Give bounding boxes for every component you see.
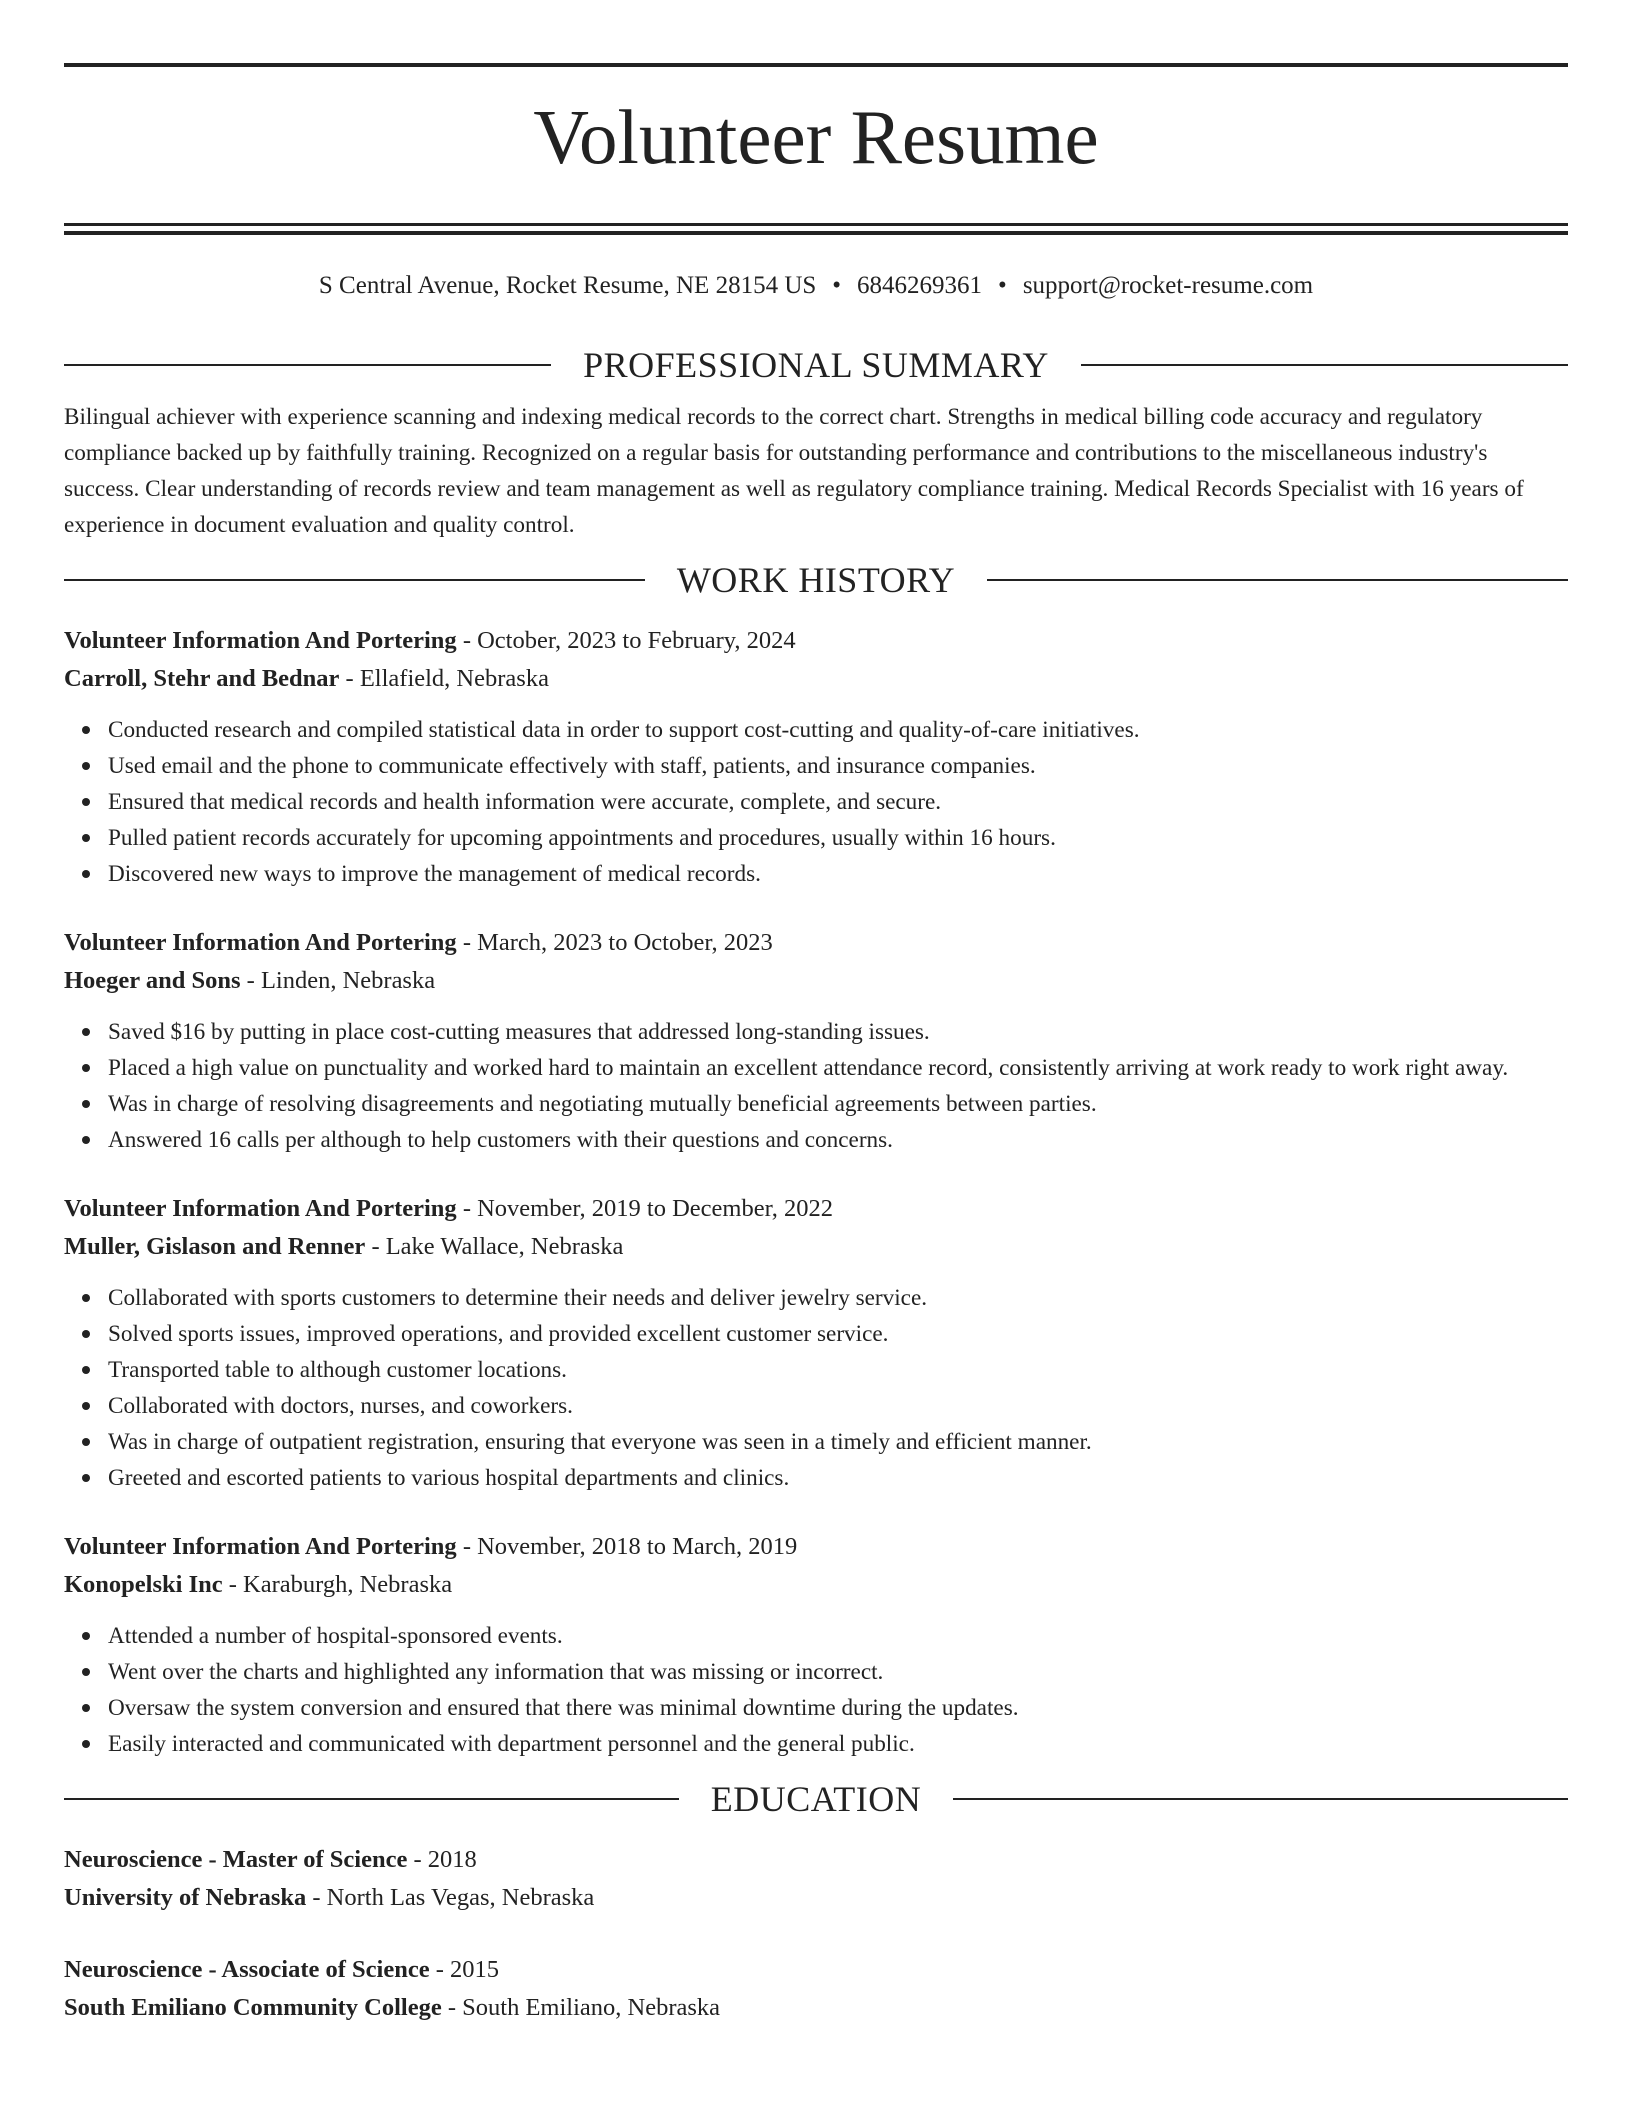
job-bullet: Discovered new ways to improve the management of medical records. xyxy=(108,856,1568,892)
section-rule-left xyxy=(64,579,645,581)
job-bullet: Used email and the phone to communicate effectively with staff, patients, and insurance companies. xyxy=(108,748,1568,784)
job-bullet: Pulled patient records accurately for upcoming appointments and procedures, usually within 16 hours. xyxy=(108,820,1568,856)
section-rule-right xyxy=(987,579,1568,581)
job-bullet: Attended a number of hospital-sponsored events. xyxy=(108,1618,1568,1654)
job-company-line xyxy=(64,660,1568,698)
job-bullet: Oversaw the system conversion and ensured that there was minimal downtime during the updates. xyxy=(108,1690,1568,1726)
resume-title: Volunteer Resume xyxy=(533,94,1099,180)
education-year: - 2015 xyxy=(429,1956,500,1983)
job-bullet: Answered 16 calls per although to help customers with their questions and concerns. xyxy=(108,1122,1568,1158)
job-bullet: Ensured that medical records and health information were accurate, complete, and secure. xyxy=(108,784,1568,820)
job-title-line xyxy=(64,1190,1568,1228)
job-bullet: Collaborated with sports customers to determine their needs and deliver jewelry service. xyxy=(108,1280,1568,1316)
section-rule-left xyxy=(64,364,551,366)
education-school-line xyxy=(64,1879,1568,1917)
job-location: - Karaburgh, Nebraska xyxy=(222,1571,453,1598)
education-location: - North Las Vegas, Nebraska xyxy=(306,1884,595,1911)
job-bullet: Easily interacted and communicated with department personnel and the general public. xyxy=(108,1726,1568,1762)
section-rule-right xyxy=(953,1798,1568,1800)
contact-address: S Central Avenue, Rocket Resume, NE 28154 US xyxy=(318,272,817,299)
job-title-line xyxy=(64,924,1568,962)
education-degree: Neuroscience - Associate of Science xyxy=(64,1956,430,1983)
job-dates: - November, 2018 to March, 2019 xyxy=(456,1533,798,1560)
job-title: Volunteer Information And Portering xyxy=(64,929,457,956)
job-company: Konopelski Inc xyxy=(64,1571,223,1598)
job-entry xyxy=(64,622,1568,892)
job-bullet: Saved $16 by putting in place cost-cutting measures that addressed long-standing issues. xyxy=(108,1014,1568,1050)
education-entry xyxy=(64,1951,1568,2027)
education-heading: EDUCATION xyxy=(710,1779,922,1819)
education-school: South Emiliano Community College xyxy=(64,1994,442,2021)
job-bullet: Collaborated with doctors, nurses, and coworkers. xyxy=(108,1388,1568,1424)
job-location: - Ellafield, Nebraska xyxy=(339,665,549,692)
job-company: Carroll, Stehr and Bednar xyxy=(64,665,340,692)
education-degree: Neuroscience - Master of Science xyxy=(64,1846,408,1873)
job-location: - Linden, Nebraska xyxy=(240,967,436,994)
job-entry xyxy=(64,1190,1568,1496)
job-bullet: Solved sports issues, improved operations, and provided excellent customer service. xyxy=(108,1316,1568,1352)
title-double-rule xyxy=(64,223,1568,235)
job-bullets xyxy=(64,1014,1568,1158)
section-rule-left xyxy=(64,1798,679,1800)
job-bullet: Transported table to although customer locations. xyxy=(108,1352,1568,1388)
job-title: Volunteer Information And Portering xyxy=(64,627,457,654)
summary-section-header xyxy=(64,345,1568,385)
education-school-line xyxy=(64,1989,1568,2027)
job-bullet: Greeted and escorted patients to various hospital departments and clinics. xyxy=(108,1460,1568,1496)
education-school: University of Nebraska xyxy=(64,1884,307,1911)
job-location: - Lake Wallace, Nebraska xyxy=(365,1233,624,1260)
job-title: Volunteer Information And Portering xyxy=(64,1195,457,1222)
section-rule-right xyxy=(1081,364,1568,366)
job-bullet: Was in charge of outpatient registration, ensuring that everyone was seen in a timely and efficient manner. xyxy=(108,1424,1568,1460)
job-dates: - November, 2019 to December, 2022 xyxy=(456,1195,834,1222)
job-company-line xyxy=(64,1566,1568,1604)
contact-line xyxy=(64,271,1568,301)
work-heading: WORK HISTORY xyxy=(676,560,956,600)
job-company: Muller, Gislason and Renner xyxy=(64,1233,366,1260)
work-section-header xyxy=(64,560,1568,600)
contact-separator: • xyxy=(832,272,842,299)
contact-email: support@rocket-resume.com xyxy=(1022,272,1314,299)
job-bullet: Conducted research and compiled statistical data in order to support cost-cutting and quality-of-care initiatives. xyxy=(108,712,1568,748)
education-year: - 2018 xyxy=(407,1846,477,1873)
job-entry xyxy=(64,1528,1568,1762)
job-company-line xyxy=(64,1228,1568,1266)
education-section-header xyxy=(64,1779,1568,1819)
job-entry xyxy=(64,924,1568,1158)
contact-phone: 6846269361 xyxy=(857,272,983,299)
summary-text: Bilingual achiever with experience scanning and indexing medical records to the correct chart. Strengths in medical billing code accuracy and regulatory compliance backed up by faithfully training. Recognized on a regular basis for outstanding performance and contributions to the miscellaneous industry's success. Clear understanding of records review and team management as well as regulatory compliance training. Medical Records Specialist with 16 years of experience in document evaluation and quality control. xyxy=(64,404,1524,538)
job-title-line xyxy=(64,1528,1568,1566)
education-location: - South Emiliano, Nebraska xyxy=(441,1994,721,2021)
job-title: Volunteer Information And Portering xyxy=(64,1533,457,1560)
resume-page xyxy=(64,0,1568,2027)
job-bullets xyxy=(64,1618,1568,1762)
job-bullets xyxy=(64,712,1568,892)
education-degree-line xyxy=(64,1951,1568,1989)
job-bullet: Went over the charts and highlighted any information that was missing or incorrect. xyxy=(108,1654,1568,1690)
job-company-line xyxy=(64,962,1568,1000)
job-bullet: Placed a high value on punctuality and worked hard to maintain an excellent attendance record, consistently arriving at work ready to work right away. xyxy=(108,1050,1568,1086)
job-dates: - October, 2023 to February, 2024 xyxy=(456,627,796,654)
job-bullet: Was in charge of resolving disagreements and negotiating mutually beneficial agreements between parties. xyxy=(108,1086,1568,1122)
job-bullets xyxy=(64,1280,1568,1496)
education-degree-line xyxy=(64,1841,1568,1879)
job-company: Hoeger and Sons xyxy=(64,967,241,994)
job-title-line xyxy=(64,622,1568,660)
summary-heading: PROFESSIONAL SUMMARY xyxy=(583,345,1049,385)
education-entry xyxy=(64,1841,1568,1917)
job-dates: - March, 2023 to October, 2023 xyxy=(456,929,773,956)
contact-separator: • xyxy=(998,272,1007,299)
